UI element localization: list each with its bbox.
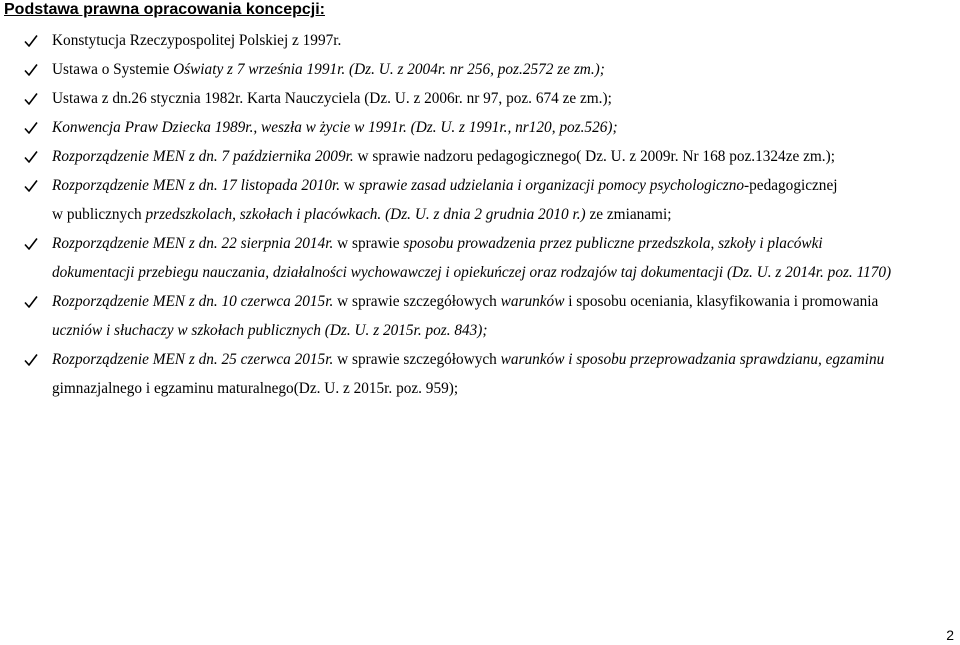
list-item — [20, 113, 956, 142]
list-item-text: przedszkolach, szkołach i placówkach. (Dz. U. z dnia 2 grudnia 2010 r.) — [145, 206, 586, 223]
list-item-line — [52, 258, 956, 287]
checkmark-icon — [24, 55, 38, 84]
list-item-text: Oświaty z 7 września 1991r. (Dz. U. z 2004r. nr 256, poz.2572 ze zm.); — [173, 61, 605, 78]
list-item — [20, 287, 956, 345]
list-item — [20, 171, 956, 229]
list-item-text: Konstytucja Rzeczypospolitej Polskiej z 1997r. — [52, 32, 342, 49]
list-item-text: pedagogicznej — [749, 177, 838, 194]
list-item-text: warunków — [500, 293, 565, 310]
checkmark-icon — [24, 142, 38, 171]
list-item-text: Rozporządzenie MEN z dn. 22 sierpnia 2014r. — [52, 235, 334, 252]
list-item-text: Konwencja Praw Dziecka 1989r., weszła w życie w 1991r. (Dz. U. z 1991r., nr120, poz.526); — [52, 119, 618, 136]
checkmark-icon — [24, 171, 38, 200]
list-item — [20, 55, 956, 84]
list-item-line — [52, 374, 956, 403]
list-item-text: gimnazjalnego i egzaminu maturalnego(Dz. U. z 2015r. poz. 959); — [52, 380, 459, 397]
list-item-line — [52, 229, 956, 258]
list-item-line — [52, 316, 956, 345]
list-item-text: Ustawa z dn.26 stycznia 1982r. Karta Nauczyciela (Dz. U. z 2006r. nr 97, poz. 674 ze zm.); — [52, 90, 612, 107]
checkmark-icon — [24, 229, 38, 258]
list-item-text: w sprawie nadzoru pedagogicznego( Dz. U. z 2009r. Nr 168 poz.1324ze zm.); — [353, 148, 835, 165]
list-item-text: w sprawie szczegółowych — [333, 293, 501, 310]
list-item-text: Ustawa o Systemie — [52, 61, 174, 78]
list-item — [20, 229, 956, 287]
list-item-line — [52, 142, 956, 171]
list-item-text: w — [340, 177, 359, 194]
list-item-text: Rozporządzenie MEN z dn. 25 czerwca 2015r. — [52, 351, 334, 368]
list-item-text: w sprawie szczegółowych — [333, 351, 501, 368]
checkmark-icon — [24, 113, 38, 142]
page-title: Podstawa prawna opracowania koncepcji: — [4, 1, 325, 18]
list-item-line — [52, 287, 956, 316]
list-item-text: w publicznych — [52, 206, 146, 223]
list-item-line — [52, 55, 956, 84]
list-item-text: sprawie zasad udzielania i organizacji pomocy psychologiczno- — [358, 177, 750, 194]
list-item-text: uczniów i słuchaczy w szkołach publicznych (Dz. U. z 2015r. poz. 843); — [52, 322, 488, 339]
list-item-text: w sprawie — [333, 235, 404, 252]
checkmark-icon — [24, 287, 38, 316]
list-item-text: warunków i sposobu przeprowadzania sprawdzianu, egzaminu — [500, 351, 885, 368]
list-item — [20, 345, 956, 403]
list-item-line — [52, 26, 956, 55]
list-item-line — [52, 84, 956, 113]
list-item-text: dokumentacji przebiegu nauczania, działalności wychowawczej i opiekuńczej oraz rodzajów taj dokumentacji (Dz. U. z 2014r. poz. 1170) — [52, 264, 892, 281]
legal-basis-list — [20, 26, 956, 403]
list-item — [20, 142, 956, 171]
list-item-line — [52, 200, 956, 229]
list-item-text: Rozporządzenie MEN z dn. 7 października 2009r. — [52, 148, 354, 165]
checkmark-icon — [24, 345, 38, 374]
list-item-line — [52, 171, 956, 200]
checkmark-icon — [24, 26, 38, 55]
list-item-line — [52, 345, 956, 374]
list-item-line — [52, 113, 956, 142]
list-item-text: Rozporządzenie MEN z dn. 17 listopada 2010r. — [52, 177, 341, 194]
page-number: 2 — [946, 627, 954, 643]
list-item — [20, 26, 956, 55]
list-item-text: sposobu prowadzenia przez publiczne przedszkola, szkoły i placówki — [403, 235, 823, 252]
list-item-text: Rozporządzenie MEN z dn. 10 czerwca 2015r. — [52, 293, 334, 310]
checkmark-icon — [24, 84, 38, 113]
list-item-text: ze zmianami; — [585, 206, 672, 223]
list-item — [20, 84, 956, 113]
list-item-text: i sposobu oceniania, klasyfikowania i promowania — [564, 293, 879, 310]
